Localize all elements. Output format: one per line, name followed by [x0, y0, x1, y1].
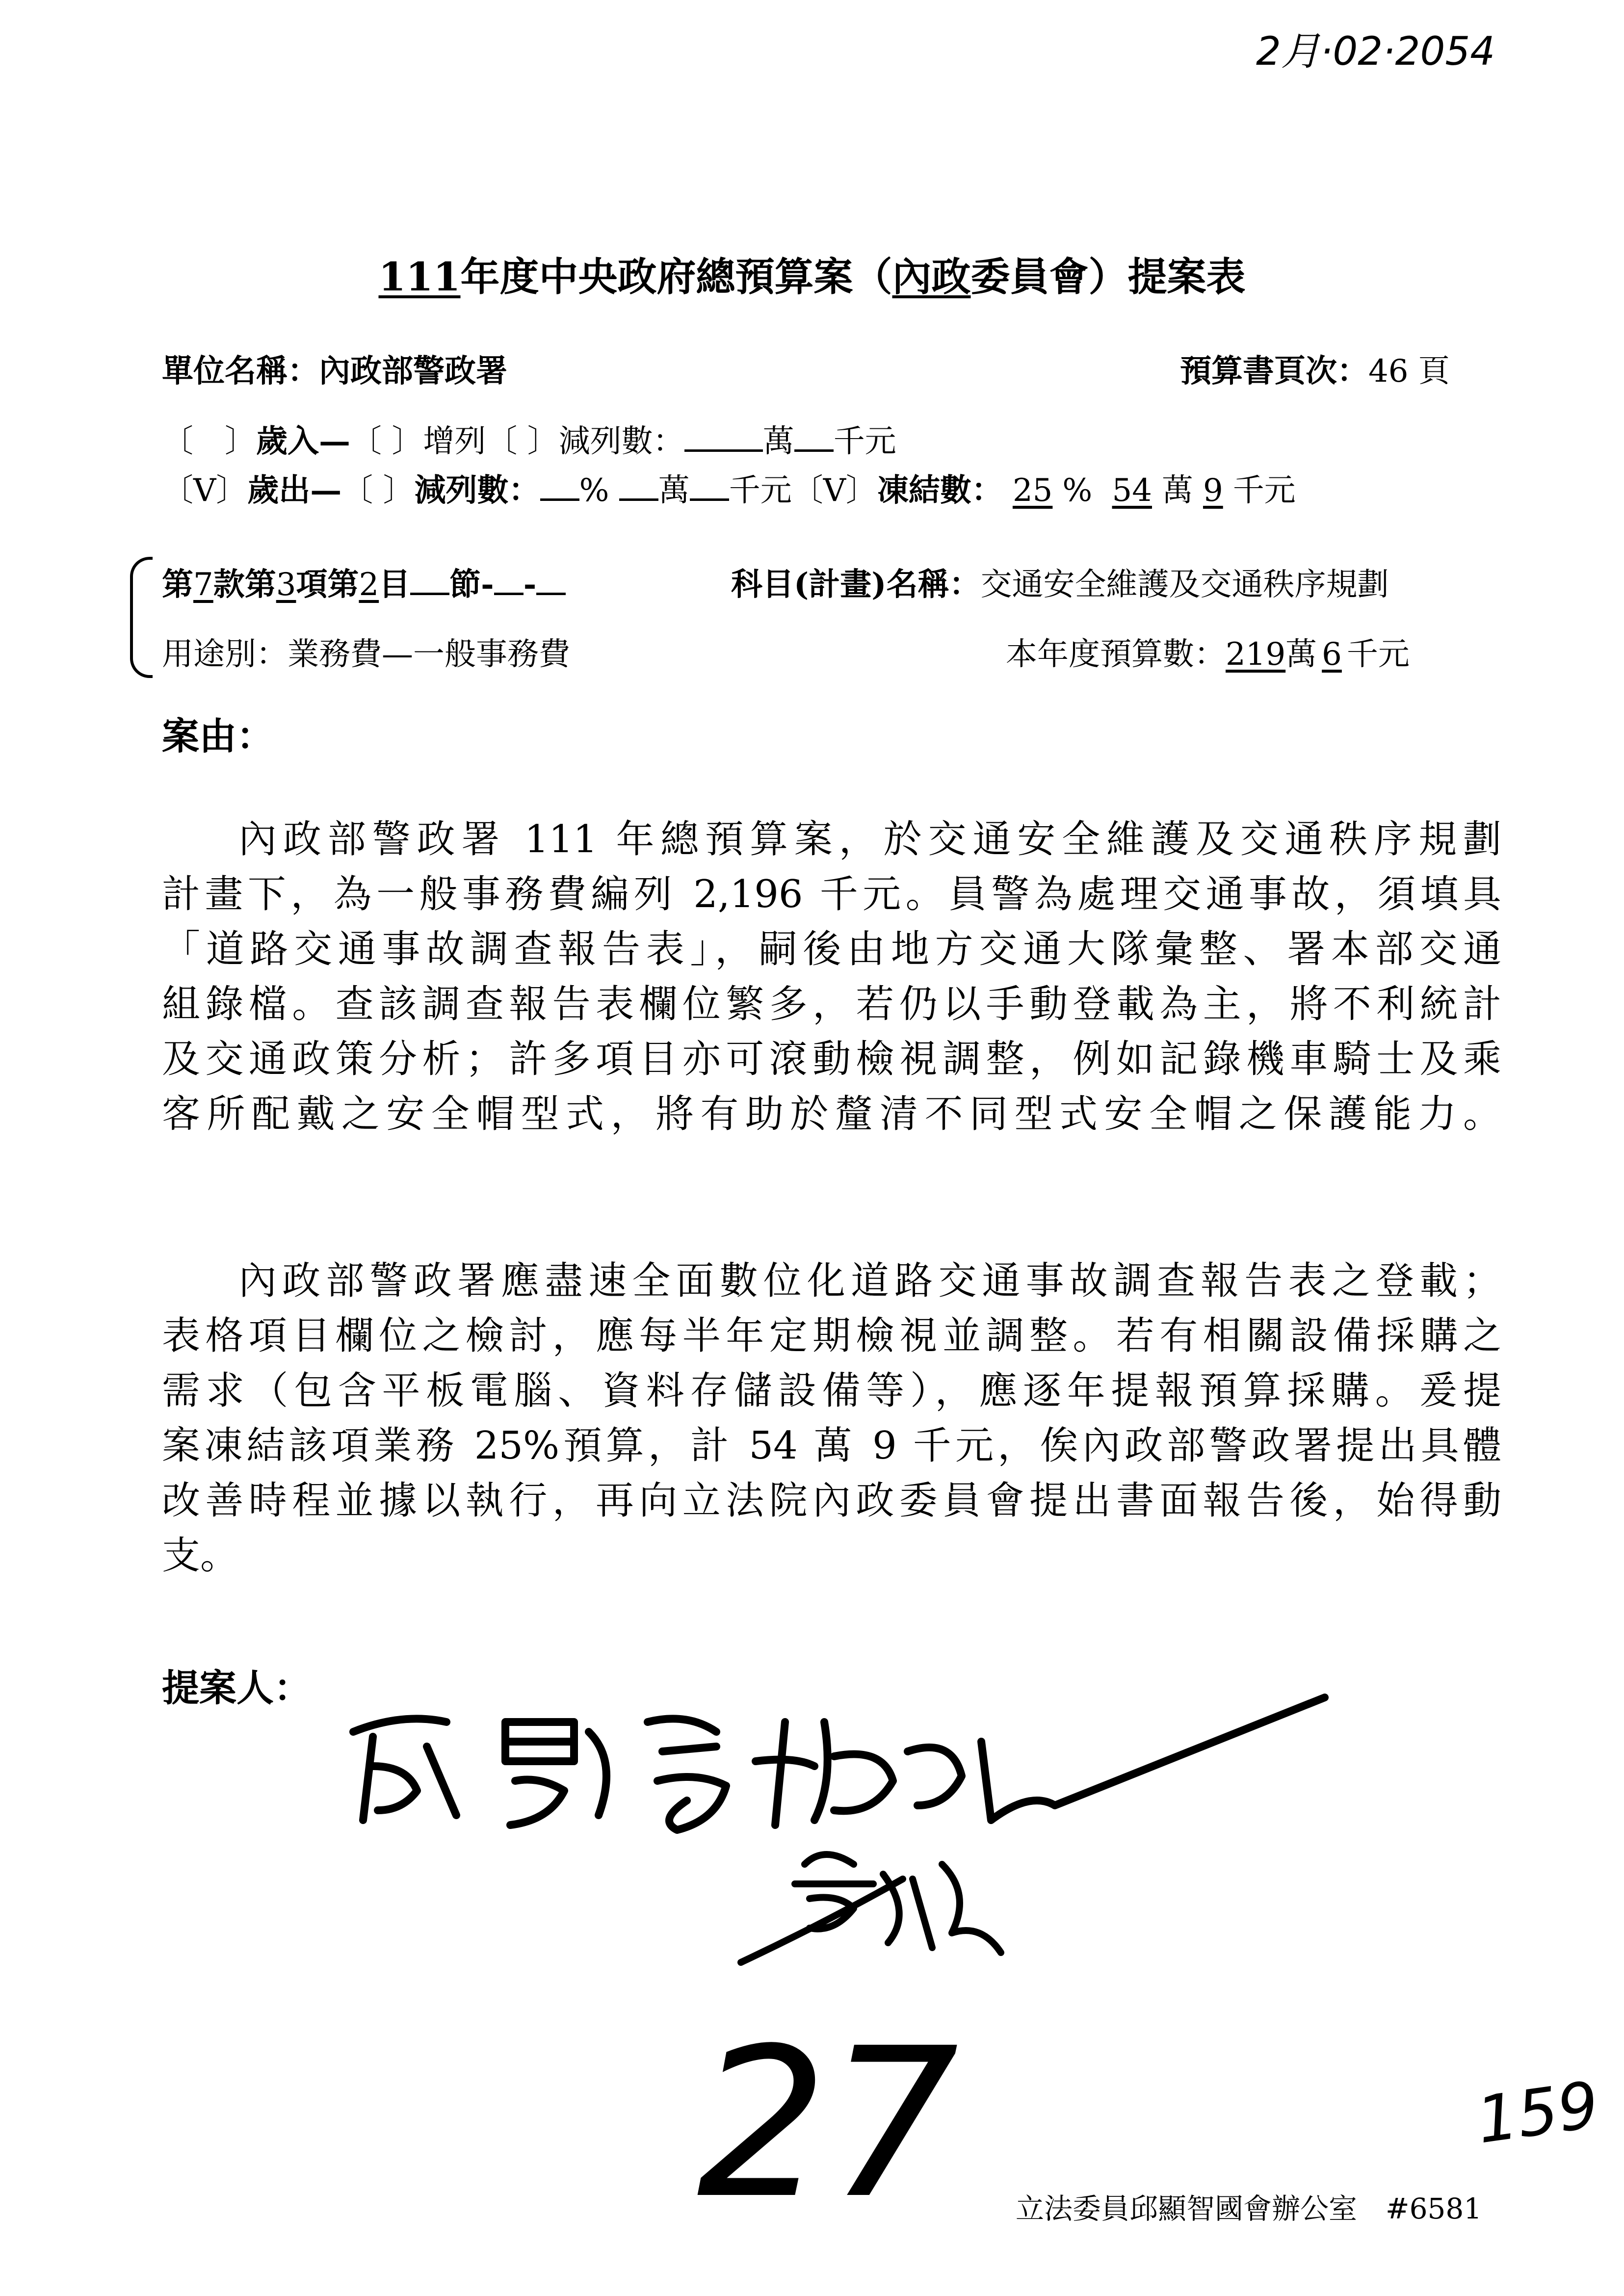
handwritten-date: 2月·02·2054	[1256, 28, 1495, 74]
qian-unit: 千元	[1346, 636, 1410, 673]
text-line: 及交通政策分析；許多項目亦可滾動檢視調整，例如記錄機車騎士及乘	[162, 1037, 1501, 1081]
unit-value: 內政部警政署	[319, 353, 507, 390]
blank-field	[684, 421, 763, 452]
text-line: 「道路交通事故調查報告表」，嗣後由地方交通大隊彙整、署本部交通	[162, 927, 1501, 971]
title-text: 年度中央政府總預算案（	[460, 254, 892, 300]
increase-label: 增列	[423, 423, 486, 460]
text-line: 計畫下，為一般事務費編列 2,196 千元。員警為處理交通事故，須填具	[162, 872, 1501, 916]
revenue-checkbox: 〔 〕	[162, 423, 256, 460]
signature-2	[726, 1835, 1021, 1972]
reason-paragraph-2	[162, 1253, 1501, 1583]
xiang-value: 3	[276, 567, 296, 603]
reason-paragraph-1	[162, 812, 1501, 1142]
subject-name	[731, 559, 1389, 604]
text-line: 內政部警政署 111 年總預算案，於交通安全維護及交通秩序規劃	[238, 817, 1501, 861]
mu-value: 2	[359, 567, 379, 603]
page-suffix: 頁	[1418, 353, 1450, 390]
expense-checkbox: 〔V〕	[162, 472, 248, 509]
wan-unit: 萬	[1161, 472, 1193, 509]
usage-label: 用途別：	[162, 636, 288, 673]
budget-label: 本年度預算數：	[1006, 636, 1226, 673]
decrease-checkbox: 〔 〕	[341, 472, 415, 509]
blank-field	[536, 564, 566, 595]
page-value: 46	[1368, 353, 1409, 390]
percent-unit: %	[1062, 472, 1093, 509]
bracket	[130, 557, 153, 678]
unit-name	[162, 346, 507, 391]
decrease-label: 減列數：	[414, 472, 540, 509]
unit-label: 單位名稱：	[162, 353, 319, 390]
wan-unit: 萬	[658, 472, 690, 509]
usage-value: 業務費—一般事務費	[288, 636, 570, 673]
decrease-label: 減列數：	[558, 423, 684, 460]
title-committee: 內政	[892, 254, 971, 300]
label: 第	[162, 566, 193, 603]
freeze-checkbox: 〔V〕	[791, 472, 877, 509]
blank-field	[410, 564, 449, 595]
revenue-line	[162, 416, 896, 461]
text-line: 需求（包含平板電腦、資料存儲設備等），應逐年提報預算採購。爰提	[162, 1369, 1501, 1413]
annual-budget	[1006, 629, 1410, 674]
text-line: 案凍結該項業務 25%預算，計 54 萬 9 千元，俟內政部警政署提出具體	[162, 1424, 1501, 1468]
blank-field	[540, 470, 579, 501]
expense-label: 歲出—	[247, 472, 342, 509]
label: 目	[379, 566, 411, 603]
office-footer: 立法委員邱顯智國會辦公室 #6581	[1016, 2192, 1482, 2225]
label: 節-	[449, 566, 494, 603]
title-year: 111	[378, 254, 461, 300]
budget-qian: 6	[1322, 636, 1342, 673]
blank-field	[619, 470, 658, 501]
wan-unit: 萬	[762, 423, 794, 460]
subject-label: 科目(計畫)名稱：	[731, 566, 981, 603]
budget-page	[1180, 346, 1450, 391]
percent-unit: %	[579, 472, 609, 509]
text-line: 支。	[162, 1534, 239, 1578]
proposer-label: 提案人：	[162, 1666, 311, 1710]
budget-wan: 219	[1226, 636, 1286, 673]
expense-line	[162, 465, 1296, 510]
blank-field	[690, 470, 729, 501]
freeze-wan: 54	[1112, 472, 1152, 509]
text-line: 改善時程並據以執行，再向立法院內政委員會提出書面報告後，始得動	[162, 1479, 1501, 1523]
increase-checkbox: 〔 〕	[350, 423, 423, 460]
usage	[162, 629, 570, 674]
blank-field	[794, 421, 834, 452]
handwritten-page-number: 159	[1472, 2067, 1603, 2158]
label: 項第	[296, 566, 359, 603]
qian-unit: 千元	[833, 423, 896, 460]
text-line: 表格項目欄位之檢討，應每半年定期檢視並調整。若有相關設備採購之	[162, 1314, 1501, 1358]
signature-1	[343, 1693, 1423, 1850]
freeze-percent: 25	[1012, 472, 1053, 509]
page-title	[0, 245, 1624, 302]
handwritten-number: 27	[697, 2004, 959, 2244]
label: -	[523, 566, 537, 603]
reason-label: 案由：	[162, 714, 274, 758]
title-text-end: 委員會）提案表	[970, 254, 1246, 300]
page-label: 預算書頁次：	[1180, 353, 1368, 390]
qian-unit: 千元	[1232, 472, 1296, 509]
qian-unit: 千元	[729, 472, 792, 509]
wan-unit: 萬	[1285, 636, 1317, 673]
text-line: 客所配戴之安全帽型式，將有助於釐清不同型式安全帽之保護能力。	[162, 1092, 1501, 1136]
decrease-checkbox: 〔 〕	[486, 423, 559, 460]
revenue-label: 歲入—	[256, 423, 350, 460]
text-line: 內政部警政署應盡速全面數位化道路交通事故調查報告表之登載；	[238, 1259, 1501, 1303]
text-line: 組錄檔。查該調查報告表欄位繁多，若仍以手動登載為主，將不利統計	[162, 982, 1501, 1026]
label: 款第	[213, 566, 276, 603]
blank-field	[494, 564, 524, 595]
freeze-qian: 9	[1203, 472, 1223, 509]
kuan-value: 7	[193, 567, 213, 603]
item-code	[162, 559, 566, 604]
subject-value: 交通安全維護及交通秩序規劃	[980, 567, 1389, 603]
freeze-label: 凍結數：	[877, 472, 1003, 509]
